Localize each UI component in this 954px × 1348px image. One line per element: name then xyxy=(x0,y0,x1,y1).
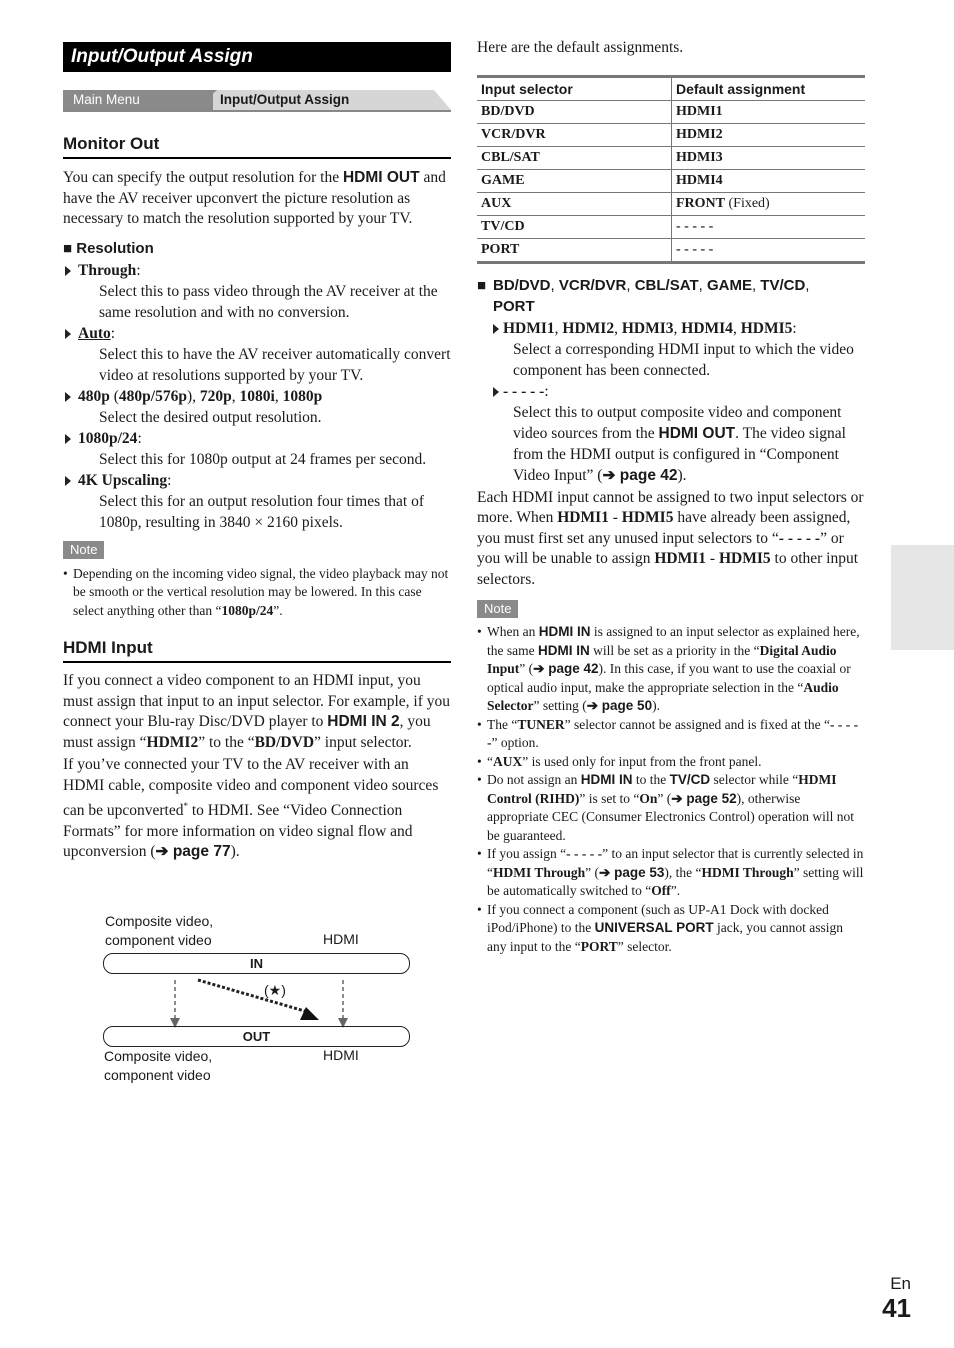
upconversion-diagram: Composite video, component video HDMI IN (★) OUT Composite video, component video HDMI xyxy=(100,910,420,1090)
hdmi-input-para-2: If you’ve connected your TV to the AV receiver with an HDMI cable, composite video and component video sources can be upconverted* to HDMI. See “Video Connection Formats” for more information on video signal flow and upconversion (➔ page 77). xyxy=(63,756,439,861)
breadcrumb-current: Input/Output Assign xyxy=(220,92,350,107)
option-4k-upscaling: 4K Upscaling: xyxy=(63,470,451,491)
default-assignment-table xyxy=(477,75,865,264)
assignment-paragraph: Each HDMI input cannot be assigned to two input selectors or more. When HDMI1 - HDMI5 have already been assigned, you must first set any unused input selectors to “- - - - -” or you will be unable to assign HDMI1 - HDMI5 to other input selectors. xyxy=(477,488,864,588)
table-row: TV/CD - - - - - xyxy=(477,215,865,238)
table-row: AUX FRONT (Fixed) xyxy=(477,192,865,215)
page-number-value: 41 xyxy=(882,1293,911,1323)
arrow-icon: ➔ xyxy=(586,698,602,713)
option-through: Through: xyxy=(63,260,451,281)
resolution-options xyxy=(63,260,451,533)
note-item: • Do not assign an HDMI IN to the TV/CD selector while “HDMI Control (RIHD)” is set to “On” (➔ page 52), otherwise appropriate CEC (Consumer Electronics Control) operation will not be guaranteed. xyxy=(477,772,855,843)
option-desc: Select a corresponding HDMI input to which the video component has been connected. xyxy=(513,340,854,379)
arrow-icon: ➔ xyxy=(671,790,687,806)
upconvert-arrow xyxy=(198,980,308,1012)
arrow-icon: ➔ xyxy=(599,864,615,880)
table-row: GAME HDMI4 xyxy=(477,169,865,192)
right-column xyxy=(477,38,865,956)
page-number xyxy=(882,1274,911,1322)
monitor-out-intro: You can specify the output resolution for the HDMI OUT and have the AV receiver upconvert the picture resolution as necessary to match the resolution supported by your TV. xyxy=(63,169,446,227)
square-bullet-icon: ■ xyxy=(63,239,73,257)
note-badge: Note xyxy=(63,541,104,559)
option-1080p24: 1080p/24: xyxy=(63,428,451,449)
hdmi-input-para-1: If you connect a video component to an HDMI input, you must assign that input to an input selector. For example, if you connect your Blu-ray Disc/DVD player to HDMI IN 2, you must assign “HDMI2” to the “BD/DVD” input selector. xyxy=(63,672,451,751)
triangle-bullet-icon xyxy=(493,324,499,334)
note-item: • When an HDMI IN is assigned to an input selector as explained here, the same HDMI IN will be set as a priority in the “Digital Audio Input” (➔ page 42). In this case, if you want to use the coaxial or optical audio input, make the appropriate selection in the “Audio Selector” setting (➔ page 50). xyxy=(477,624,860,713)
section-title: Input/Output Assign xyxy=(63,42,451,72)
left-column xyxy=(63,42,451,863)
resolution-heading: ■ Resolution xyxy=(63,239,154,257)
table-row: VCR/DVR HDMI2 xyxy=(477,123,865,146)
language-label: En xyxy=(890,1274,911,1293)
table-row: BD/DVD HDMI1 xyxy=(477,100,865,123)
note-item: • Depending on the incoming video signal, the video playback may not be smooth or the vertical resolution may be lowered. In this case select anything other than “1080p/24”. xyxy=(63,565,449,618)
hdmi-input-heading: HDMI Input xyxy=(63,638,451,663)
in-bar: IN xyxy=(103,953,410,974)
option-auto: Auto: xyxy=(63,323,451,344)
notes-list xyxy=(477,623,865,956)
chapter-side-tab xyxy=(891,545,954,650)
triangle-bullet-icon xyxy=(65,392,71,402)
note-item: • The “TUNER” selector cannot be assigned and is fixed at the “- - - - -” option. xyxy=(477,716,859,750)
option-resolutions: 480p (480p/576p), 720p, 1080i, 1080p xyxy=(63,386,451,407)
square-bullet-icon: ■ xyxy=(477,276,487,294)
option-desc: Select this to have the AV receiver automatically convert video at resolutions supported by your TV. xyxy=(99,345,451,384)
selectors-heading: ■ BD/DVD, VCR/DVR, CBL/SAT, GAME, TV/CD, PORT xyxy=(477,276,810,315)
breadcrumb xyxy=(63,90,451,112)
star-label: (★) xyxy=(264,982,286,998)
note-item: • “AUX” is used only for input from the front panel. xyxy=(477,753,762,769)
option-hdmi-inputs: HDMI1, HDMI2, HDMI3, HDMI4, HDMI5: xyxy=(477,318,865,339)
triangle-bullet-icon xyxy=(65,329,71,339)
breadcrumb-main-menu: Main Menu xyxy=(63,90,213,110)
option-desc: Select the desired output resolution. xyxy=(99,408,322,426)
arrow-icon: ➔ xyxy=(602,466,620,484)
option-desc: Select this for an output resolution four times that of 1080p, resulting in 3840 × 2160 pixels. xyxy=(99,492,425,531)
triangle-bullet-icon xyxy=(65,476,71,486)
note-item: • If you connect a component (such as UP-A1 Dock with docked iPod/iPhone) to the UNIVERSAL PORT jack, you cannot assign any input to the “PORT” selector. xyxy=(477,901,843,954)
upconvert-arrowhead xyxy=(300,1007,319,1020)
arrow-icon: ➔ xyxy=(155,843,173,861)
table-header-row: Input selector Default assignment xyxy=(477,76,865,100)
option-desc: Select this for 1080p output at 24 frames per second. xyxy=(99,450,427,468)
note-item: • If you assign “- - - - -” to an input selector that is currently selected in “HDMI Through” (➔ page 53), the “HDMI Through” setting will be automatically switched to “Off”. xyxy=(477,846,864,898)
out-bar: OUT xyxy=(103,1026,410,1047)
arrow-icon: ➔ xyxy=(533,661,549,676)
table-row: PORT - - - - - xyxy=(477,238,865,262)
triangle-bullet-icon xyxy=(65,266,71,276)
note-badge: Note xyxy=(477,600,518,618)
triangle-bullet-icon xyxy=(65,434,71,444)
option-desc: Select this to output composite video and component video sources from the HDMI OUT. The video signal from the HDMI output is configured in “Component Video Input” (➔ page 42). xyxy=(513,403,846,484)
option-none: - - - - -: xyxy=(477,381,865,402)
monitor-out-heading: Monitor Out xyxy=(63,134,451,159)
triangle-bullet-icon xyxy=(493,387,499,397)
table-row: CBL/SAT HDMI3 xyxy=(477,146,865,169)
option-desc: Select this to pass video through the AV receiver at the same resolution and with no conversion. xyxy=(99,282,438,321)
defaults-intro: Here are the default assignments. xyxy=(477,39,684,56)
